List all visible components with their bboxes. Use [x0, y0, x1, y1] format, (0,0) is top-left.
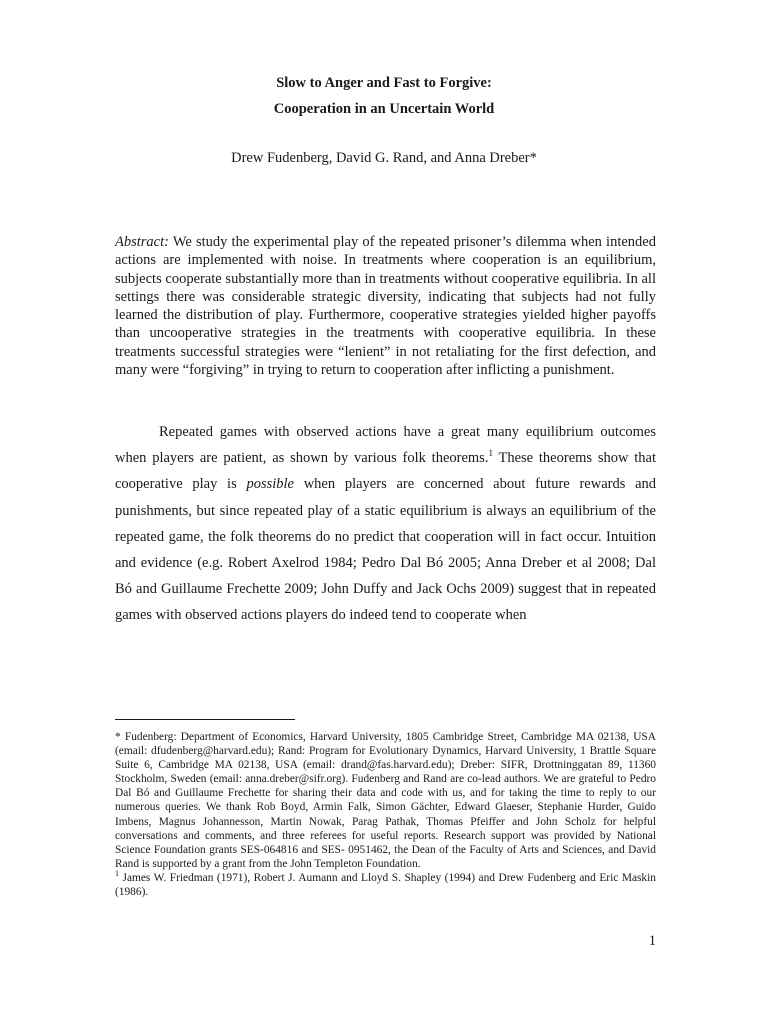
abstract-label: Abstract:: [115, 234, 169, 250]
abstract-text: We study the experimental play of the repeated prisoner’s dilemma when intended actions are implemented with noise. In treatments where cooperation is an equilibrium, subjects cooperate substantially more than in treatments without cooperative equilibria. In all settings there was considerable strategic diversity, indicating that subjects had not fully learned the distribution of play. Furthermore, cooperative strategies yielded higher payoffs than uncooperative strategies in the treatments with cooperative equilibria. In these treatments successful strategies were “lenient” in not retaliating for the first defection, and many were “forgiving” in trying to return to cooperation after inflicting a punishment.: [115, 234, 656, 379]
footnote-1-text: James W. Friedman (1971), Robert J. Aumann and Lloyd S. Shapley (1994) and Drew Fudenberg and Eric Maskin (1986).: [115, 871, 656, 899]
body-text-part-1: Repeated games with observed actions have a great many equilibrium outcomes when players are patient, as shown by various folk theorems.: [115, 424, 656, 467]
body-paragraph: [115, 419, 656, 629]
footnote-affiliations: * Fudenberg: Department of Economics, Harvard University, 1805 Cambridge Street, Cambridge MA 02138, USA (email: dfudenberg@harvard.edu); Rand: Program for Evolutionary Dynamics, Harvard University, 1 Brattle Square Suite 6, Cambridge MA 02138, USA (email: drand@fas.harvard.edu); Dreber: SIFR, Drottninggatan 89, 11360 Stockholm, Sweden (email: anna.dreber@sifr.org). Fudenberg and Rand are co-lead authors. We are grateful to Pedro Dal Bó and Guillaume Frechette for sharing their data and code with us, and for taking the time to reply to our numerous queries. We thank Rob Boyd, Armin Falk, Simon Gächter, Edward Glaeser, Stephanie Hurder, Guido Imbens, Magnus Johannesson, Martin Nowak, Parag Pathak, Thomas Pfeiffer and John Scholz for helpful conversations and comments, and three referees for useful reports. Research support was provided by National Science Foundation grants SES-064816 and SES- 0951462, the Dean of the Faculty of Arts and Sciences, and David Rand is supported by a grant from the John Templeton Foundation.: [115, 731, 656, 870]
title-line-1: Slow to Anger and Fast to Forgive:: [276, 75, 492, 91]
footnotes: [115, 730, 656, 899]
emphasized-word: possible: [246, 476, 294, 493]
footnote-1: [115, 868, 656, 899]
footnote-reference[interactable]: 1: [488, 448, 493, 459]
abstract: [115, 233, 656, 379]
footnote-1-marker: 1: [115, 868, 119, 878]
title-line-2: Cooperation in an Uncertain World: [273, 101, 495, 117]
footnote-divider: [115, 719, 295, 720]
body-text-part-2: These theorems show that cooperative play is: [115, 450, 656, 493]
body-text-part-3: when players are concerned about future rewards and punishments, but since repeated play of a static equilibrium is always an equilibrium of the repeated game, the folk theorems do no predict that cooperation will in fact occur. Intuition and evidence (e.g. Robert Axelrod 1984; Pedro Dal Bó 2005; Anna Dreber et al 2008; Dal Bó and Guillaume Frechette 2009; John Duffy and Jack Ochs 2009) suggest that in repeated games with observed actions players do indeed tend to cooperate when: [115, 476, 657, 624]
author-list: Drew Fudenberg, David G. Rand, and Anna Dreber*: [231, 150, 537, 166]
page-number: 1: [648, 933, 656, 949]
